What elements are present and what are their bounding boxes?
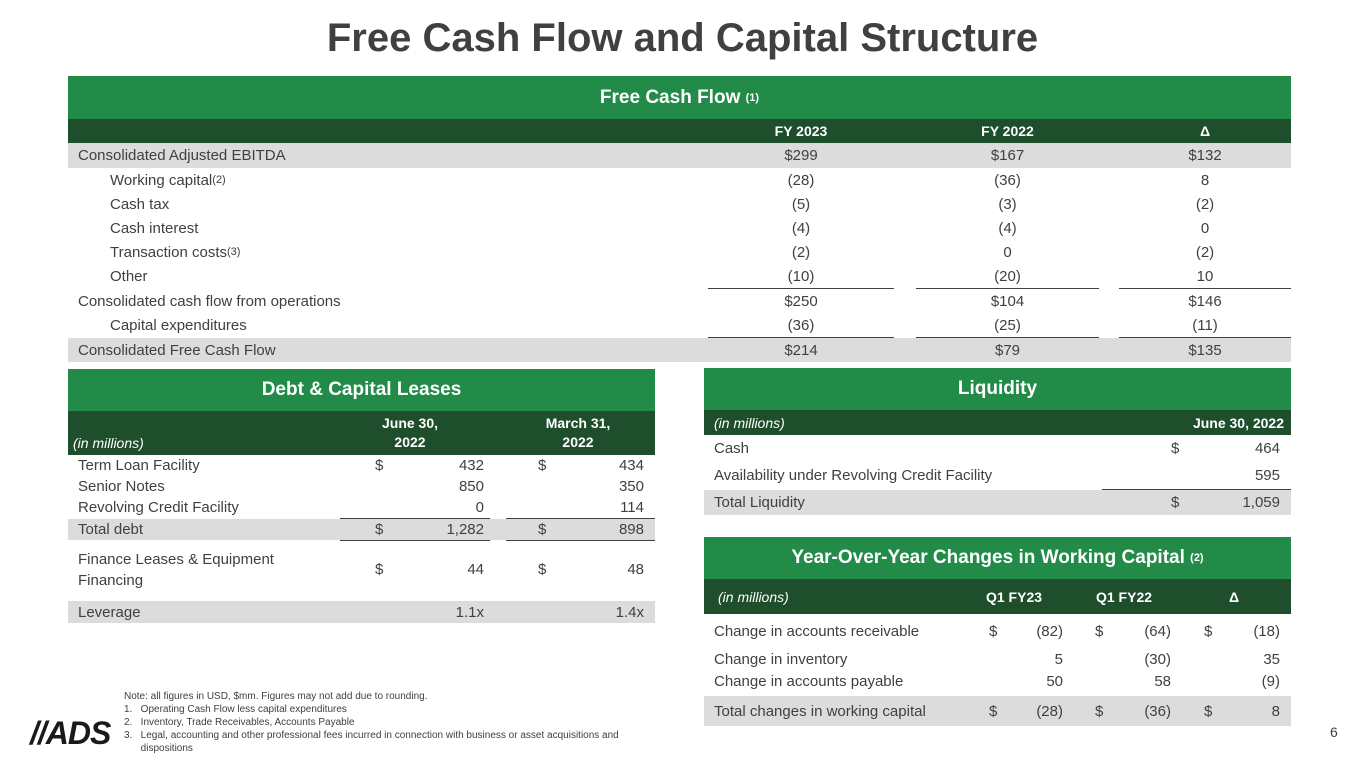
fcf-value: 8 [1200,171,1210,189]
liquidity-header: Liquidity [704,368,1291,410]
footnote-1: 1. Operating Cash Flow less capital expenditures [124,704,347,715]
liquidity-value: 595 [1254,467,1280,484]
debt-dollar: $ [538,521,547,538]
debt-value: 350 [618,478,644,495]
fcf-value: $250 [784,292,818,310]
page-number: 6 [1330,724,1338,740]
wc-value: (64) [1144,622,1171,640]
wc-dollar: $ [1204,702,1213,720]
fcf-row-label: Working capital [110,171,213,189]
debt-units: (in millions) [73,435,144,451]
fcf-value: (2) [1195,195,1215,213]
debt-header: Debt & Capital Leases [68,369,655,411]
fcf-value: (25) [994,316,1021,334]
debt-col-june [340,414,480,452]
fcf-value: 0 [1200,219,1210,237]
fcf-row-transaction-costs: Transaction costs (3) (2) 0 (2) [68,240,1291,264]
debt-row-label: Senior Notes [78,478,165,495]
fcf-row-other [68,264,1291,288]
wc-row-label: Change in accounts payable [714,672,904,690]
debt-row-leverage [68,601,655,623]
fcf-row-cash-interest [68,216,1291,240]
fcf-header: Free Cash Flow (1) [68,76,1291,119]
wc-value: 8 [1271,702,1280,720]
debt-row-term-loan [68,455,655,476]
ads-logo: //ADS [30,715,111,751]
debt-col-march-line2: 2022 [562,434,594,450]
fcf-row-cash-tax [68,192,1291,216]
fcf-col-fy2022: FY 2022 [981,123,1034,139]
debt-dollar: $ [538,457,547,474]
debt-dollar: $ [375,521,384,538]
debt-total-line-bottom [340,540,490,541]
wc-row-label: Change in inventory [714,650,848,668]
fcf-value: 10 [1196,267,1214,285]
wc-value: 50 [1046,672,1063,690]
fcf-header-label: Free Cash Flow [599,86,741,108]
debt-value: 114 [620,499,644,516]
fcf-value: $132 [1188,147,1222,164]
footnote-3-cont: dispositions [124,743,193,754]
wc-header: Year-Over-Year Changes in Working Capital (2) [704,537,1291,579]
liquidity-row-label: Total Liquidity [714,494,805,511]
fcf-row-label: Consolidated Adjusted EBITDA [78,147,286,164]
wc-value: (9) [1261,672,1280,690]
wc-value: 35 [1263,650,1280,668]
liquidity-row-cash [704,435,1291,462]
fcf-value: $299 [784,147,818,164]
liquidity-row-label: Cash [714,440,750,457]
debt-dollar: $ [375,560,384,578]
wc-col-q1fy23: Q1 FY23 [985,588,1043,605]
fcf-value: (4) [998,219,1017,237]
footnotes [124,690,619,755]
liquidity-dollar: $ [1171,440,1180,457]
fcf-value: $79 [994,341,1021,359]
liquidity-col-header-row [704,410,1291,435]
fcf-row-capex [68,313,1291,337]
fcf-row-ebitda [68,143,1291,168]
wc-value: (82) [1036,622,1063,640]
wc-dollar: $ [1095,622,1104,640]
fcf-value: $214 [784,341,818,359]
page-title: Free Cash Flow and Capital Structure [326,16,1039,60]
debt-value: 432 [458,457,484,474]
debt-row-label: Total debt [78,521,144,538]
debt-row-label: Term Loan Facility [78,457,200,474]
fcf-value: (5) [791,195,811,213]
fcf-col-delta: Δ [1199,123,1211,139]
debt-col-march [508,414,648,452]
fcf-col-fy2023: FY 2023 [774,123,828,139]
fcf-value: (36) [994,171,1021,189]
wc-dollar: $ [1204,622,1213,640]
wc-value: (18) [1253,622,1280,640]
fcf-row-label: Cash interest [110,219,199,237]
wc-value: (28) [1036,702,1063,720]
footnote-3: 3. Legal, accounting and other professional fees incurred in connection with business or asset acquisitions and [124,730,619,741]
wc-row-label: Change in accounts receivable [714,622,920,640]
wc-col-header-row [704,579,1291,614]
wc-value: 58 [1154,672,1171,690]
debt-row-label: Revolving Credit Facility [78,499,239,516]
fcf-row-label: Other [110,267,148,285]
fcf-row-label: Transaction costs [110,243,227,261]
wc-header-label: Year-Over-Year Changes in Working Capital [791,547,1185,568]
liquidity-row-availability [704,462,1291,489]
fcf-row-label: Consolidated Free Cash Flow [78,341,276,359]
debt-value: 1,282 [446,521,484,538]
fcf-row-working-capital: Working capital (2) (28) (36) 8 [68,168,1291,192]
wc-row-label: Total changes in working capital [714,702,926,720]
liquidity-value: 1,059 [1242,494,1280,511]
liquidity-row-total [704,490,1291,515]
fcf-value: $104 [990,292,1025,310]
debt-value: 1.4x [615,603,644,621]
fcf-value: 0 [1003,243,1012,261]
wc-value: 5 [1054,650,1063,668]
wc-units: (in millions) [718,588,789,605]
debt-finance-label-line2: Financing [78,572,144,589]
debt-col-june-line1: June 30, [381,415,439,431]
debt-total-line-bottom [506,540,655,541]
fcf-col-header-row [68,119,1291,143]
fcf-row-label: Consolidated cash flow from operations [78,292,341,310]
debt-dollar: $ [375,457,384,474]
wc-value: (36) [1144,702,1171,720]
liquidity-dollar: $ [1171,494,1180,511]
fcf-value: (28) [787,171,815,189]
debt-col-march-line1: March 31, [545,415,611,431]
fcf-value: (4) [791,219,811,237]
footnote-2: 2. Inventory, Trade Receivables, Accounts Payable [124,717,355,728]
debt-col-header-row [68,411,655,455]
fcf-row-free-cash-flow [68,338,1291,362]
footnote-general: Note: all figures in USD, $mm. Figures may not add due to rounding. [124,691,428,702]
wc-dollar: $ [989,702,998,720]
fcf-value: (2) [1195,243,1215,261]
debt-value: 898 [618,521,644,538]
wc-col-delta: Δ [1228,588,1240,605]
debt-value: 1.1x [455,603,484,621]
fcf-value: (2) [791,243,811,261]
debt-value: 44 [467,560,484,578]
debt-row-finance-leases [68,546,655,592]
debt-row-senior-notes [68,476,655,497]
wc-value: (30) [1144,650,1171,668]
wc-dollar: $ [1095,702,1104,720]
debt-row-label: Leverage [78,603,141,621]
fcf-value: $146 [1188,292,1222,310]
wc-col-q1fy22: Q1 FY22 [1095,588,1153,605]
debt-col-june-line2: 2022 [394,434,426,450]
wc-row-payable [704,670,1291,692]
fcf-value: $167 [990,147,1025,164]
liquidity-units: (in millions) [714,414,785,431]
fcf-value: $135 [1188,341,1222,359]
debt-value: 0 [475,499,484,516]
debt-dollar: $ [538,560,547,578]
debt-finance-label-line1: Finance Leases & Equipment [78,551,274,568]
liquidity-row-label: Availability under Revolving Credit Facility [714,467,993,484]
fcf-value: (10) [787,267,815,285]
fcf-row-label: Capital expenditures [110,316,247,334]
wc-row-inventory [704,648,1291,670]
debt-row-total [68,519,655,540]
wc-row-total [704,696,1291,726]
fcf-value: (11) [1192,316,1218,334]
fcf-row-cfo [68,289,1291,313]
debt-value: 850 [458,478,484,495]
fcf-value: (36) [787,316,815,334]
liquidity-value: 464 [1254,440,1280,457]
fcf-value: (20) [994,267,1021,285]
fcf-value: (3) [998,195,1017,213]
wc-row-receivable [704,618,1291,644]
debt-value: 48 [627,560,644,578]
liquidity-col-june: June 30, 2022 [1192,414,1284,431]
debt-value: 434 [618,457,644,474]
fcf-row-label: Cash tax [110,195,170,213]
debt-row-revolver [68,497,655,518]
wc-dollar: $ [989,622,998,640]
